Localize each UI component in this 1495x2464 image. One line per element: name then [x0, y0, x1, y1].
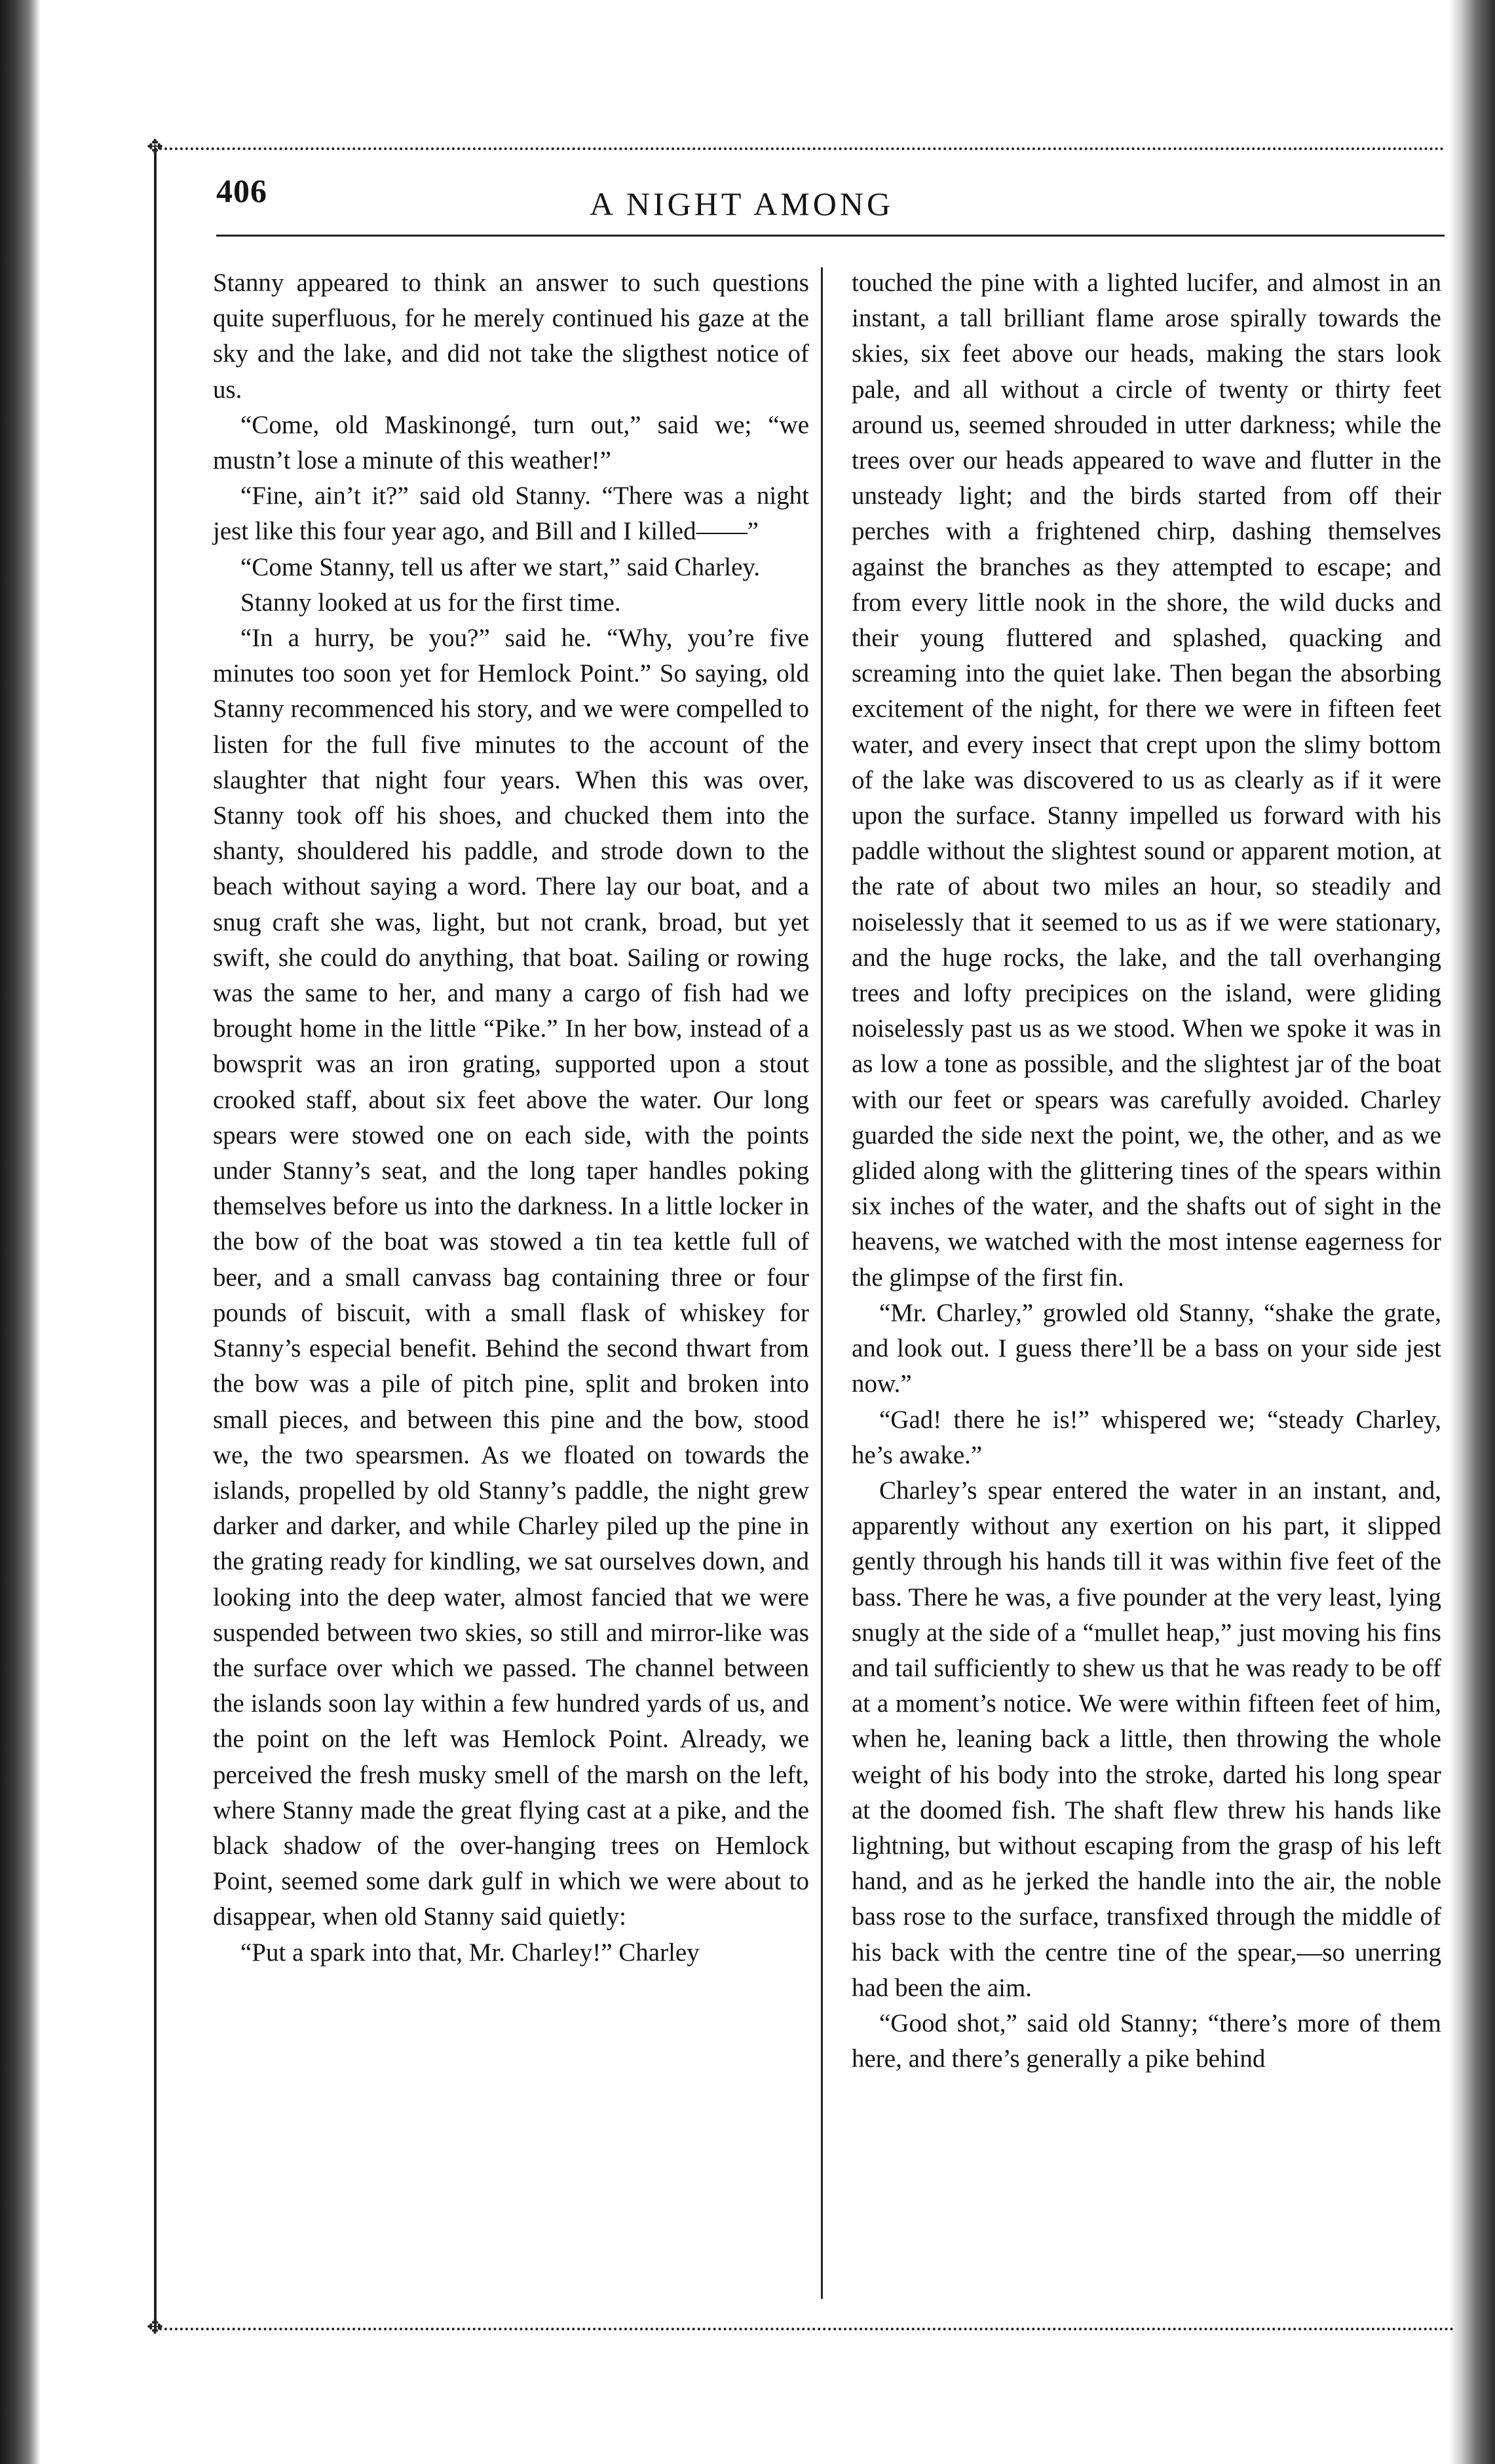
- paragraph: “In a hurry, be you?” said he. “Why, you’re five minutes too soon yet for Hemlock Point.” So saying, old Stanny recommenced his story, and we were compelled to listen for the full five minutes to the account of the slaughter that night four years. When this was over, Stanny took off his shoes, and chucked them into the shanty, shouldered his paddle, and strode down to the beach without saying a word. There lay our boat, and a snug craft she was, light, but not crank, broad, but yet swift, she could do anything, that boat. Sailing or rowing was the same to her, and many a cargo of fish had we brought home in the little “Pike.” In her bow, instead of a bowsprit was an iron grating, supported upon a stout crooked staff, about six feet above the water. Our long spears were stowed one on each side, with the points under Stanny’s seat, and the long taper handles poking themselves before us into the darkness. In a little locker in the bow of the boat was stowed a tin tea kettle full of beer, and a small canvass bag containing three or four pounds of biscuit, with a small flask of whiskey for Stanny’s especial benefit. Behind the second thwart from the bow was a pile of pitch pine, split and broken into small pieces, and between this pine and the bow, stood we, the two spearsmen. As we floated on towards the islands, propelled by old Stanny’s paddle, the night grew darker and darker, and while Charley piled up the pine in the grating ready for kindling, we sat ourselves down, and looking into the deep water, almost fancied that we were suspended between two skies, so still and mirror-like was the surface over which we passed. The channel between the islands soon lay within a few hundred yards of us, and the point on the left was Hemlock Point. Already, we perceived the fresh musky smell of the marsh on the left, where Stanny made the great flying cast at a pike, and the black shadow of the over-hanging trees on Hemlock Point, seemed some dark gulf in which we were about to disappear, when old Stanny said quietly:: [213, 624, 809, 1931]
- running-title: A NIGHT AMONG: [590, 185, 894, 222]
- paragraph: “Fine, ain’t it?” said old Stanny. “There was a night jest like this four year ago, and Bill and I killed——”: [213, 482, 809, 546]
- bottom-left-corner-ornament: ✥: [147, 2317, 164, 2338]
- page-edge-shadow-left: [0, 0, 41, 2464]
- bottom-ornamental-rule: [154, 2328, 1454, 2330]
- paragraph: “Good shot,” said old Stanny; “there’s more of them here, and there’s generally a pike behind: [852, 2009, 1441, 2073]
- paragraph: Stanny looked at us for the first time.: [240, 588, 621, 617]
- paragraph: “Gad! there he is!” whispered we; “steady Charley, he’s awake.”: [852, 1405, 1441, 1469]
- paragraph: touched the pine with a lighted lucifer, and almost in an instant, a tall brilliant flame arose spirally towards the skies, six feet above our heads, making the stars look pale, and all without a circle of twenty or thirty feet around us, seemed shrouded in utter darkness; while the trees over our heads appeared to wave and flutter in the unsteady light; and the birds started from off their perches with a frightened chirp, dashing themselves against the branches as they attempted to escape; and from every little nook in the shore, the wild ducks and their young fluttered and splashed, quacking and screaming into the quiet lake. Then began the absorbing excitement of the night, for there we were in fifteen feet water, and every insect that crept upon the slimy bottom of the lake was discovered to us as clearly as if it were upon the surface. Stanny impelled us forward with his paddle without the slightest sound or apparent motion, at the rate of about two miles an hour, so steadily and noiselessly that it seemed to us as if we were stationary, and the huge rocks, the lake, and the tall overhanging trees and lofty precipices on the island, were gliding noiselessly past us as we stood. When we spoke it was in as low a tone as possible, and the slightest jar of the boat with our feet or spears was carefully avoided. Charley guarded the side next the point, we, the other, and as we glided along with the glittering tines of the spears within six inches of the water, and the shafts out of sight in the heavens, we watched with the most intense eagerness for the glimpse of the first fin.: [852, 269, 1441, 1292]
- left-border-rule: [154, 147, 157, 2330]
- paragraph: “Mr. Charley,” growled old Stanny, “shake the grate, and look out. I guess there’ll be a bass on your side jest now.”: [852, 1298, 1441, 1398]
- page-number: 406: [216, 172, 267, 209]
- paragraph: “Come, old Maskinongé, turn out,” said we; “we mustn’t lose a minute of this weather!”: [213, 410, 809, 475]
- page-edge-shadow-right: [1449, 0, 1495, 2464]
- top-ornamental-rule: [154, 147, 1445, 150]
- right-column: [852, 265, 1441, 2077]
- paragraph: Charley’s spear entered the water in an instant, and, apparently without any exertion on his part, it slipped gently through his hands till it was within five feet of the bass. There he was, a five pounder at the very least, lying snugly at the side of a “mullet heap,” just moving his fins and tail sufficiently to shew us that he was ready to be off at a moment’s notice. We were within fifteen feet of him, when he, leaning back a little, then throwing the whole weight of his body into the stroke, darted his long spear at the doomed fish. The shaft flew threw his hands like lightning, but without escaping from the grasp of his left hand, and as he jerked the handle into the air, the noble bass rose to the surface, transfixed through the middle of his back with the centre tine of the spear,—so unerring had been the aim.: [852, 1476, 1441, 2002]
- left-column: [213, 265, 809, 1971]
- top-left-corner-ornament: ✥: [147, 136, 164, 158]
- paragraph: “Put a spark into that, Mr. Charley!” Charley: [240, 1938, 700, 1967]
- paragraph: Stanny appeared to think an answer to such questions quite superfluous, for he merely continued his gaze at the sky and the lake, and did not take the sligthest notice of us.: [213, 269, 809, 404]
- column-divider: [821, 267, 823, 2299]
- header-rule: [216, 235, 1445, 237]
- paragraph: “Come Stanny, tell us after we start,” said Charley.: [240, 552, 761, 581]
